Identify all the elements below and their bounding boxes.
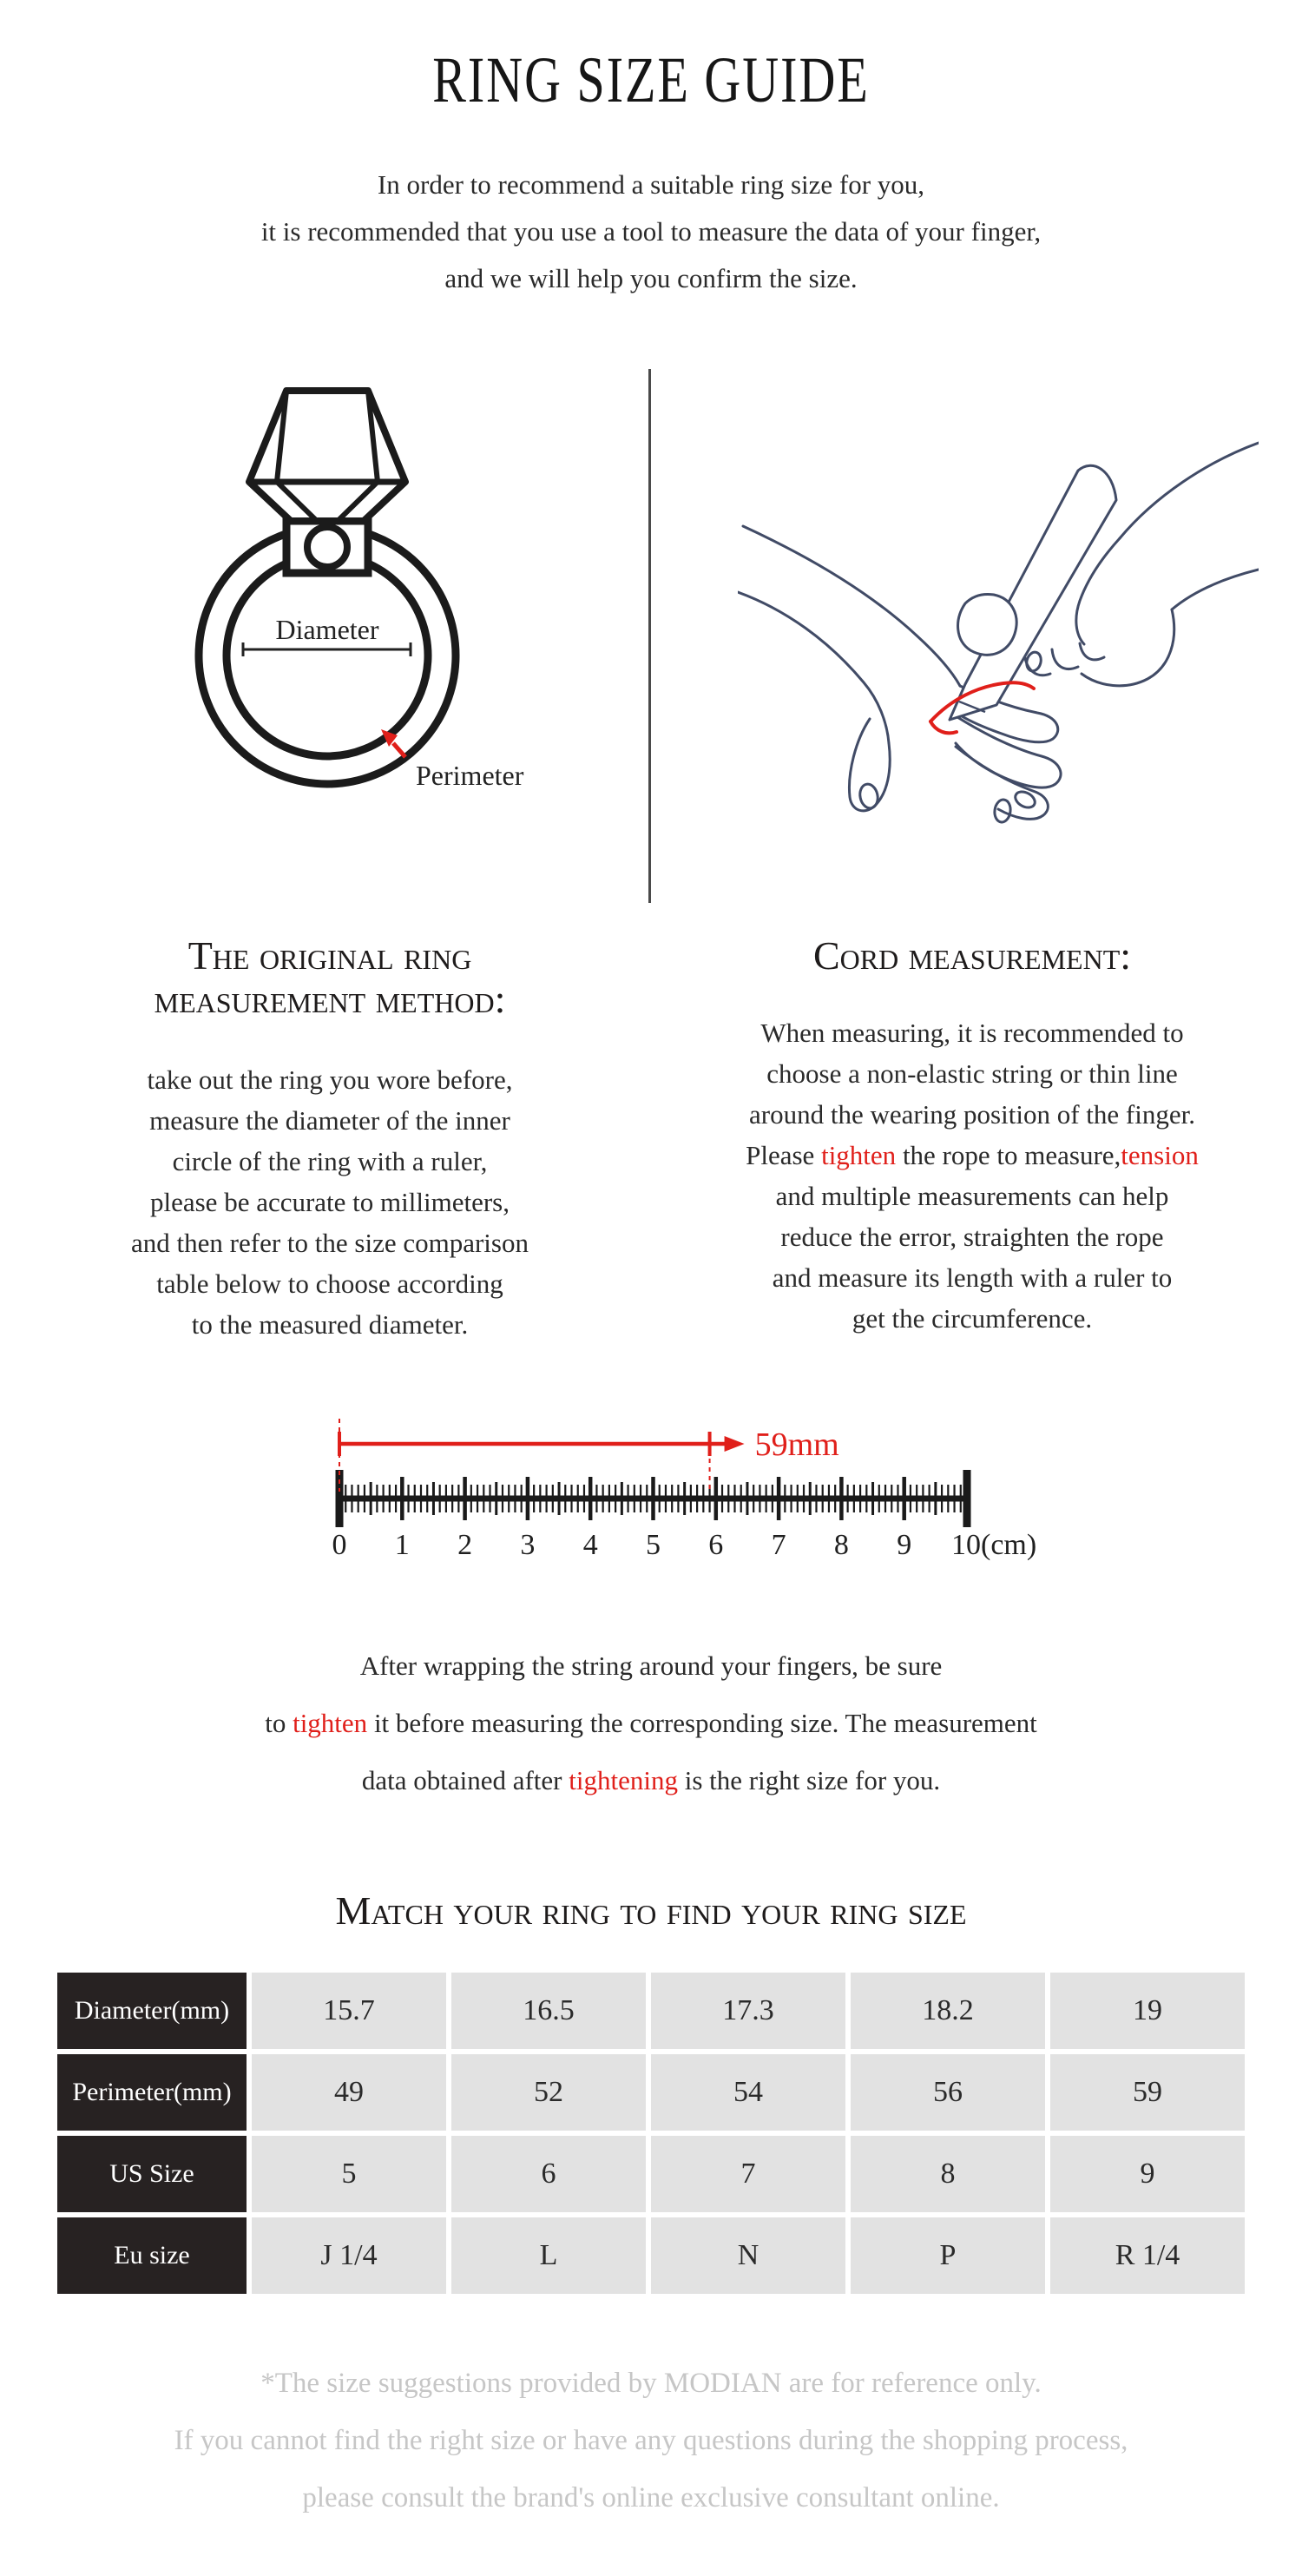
value-cell: 7 (651, 2136, 845, 2212)
text-line: reduce the error, straighten the rope (780, 1222, 1164, 1252)
value-cell: 9 (1050, 2136, 1245, 2212)
cord-paragraph (668, 1012, 1276, 1339)
value-cell: 17.3 (651, 1973, 845, 2049)
ruler-number: 1 (394, 1529, 410, 1561)
row-label-cell: Eu size (57, 2217, 247, 2294)
text-line: it is recommended that you use a tool to measure the data of your finger, (260, 216, 1042, 247)
highlight-red-text: tighten (821, 1140, 897, 1170)
text-line: get the circumference. (852, 1303, 1093, 1334)
table-heading: Match your ring to find your ring size (335, 1888, 967, 1933)
value-cell: 49 (252, 2054, 446, 2131)
text-line: around the wearing position of the finger. (749, 1099, 1195, 1130)
text-line: please be accurate to millimeters, (149, 1187, 510, 1217)
text-line: *The size suggestions provided by MODIAN are for reference only. (260, 2368, 1042, 2399)
highlight-red-text: tightening (569, 1765, 678, 1795)
value-cell: 59 (1050, 2054, 1245, 2131)
size-table (57, 1973, 1245, 2294)
ruler-diagram (312, 1405, 1050, 1570)
cord-heading: Cord measurement: (812, 933, 1132, 978)
ruler-number: 6 (708, 1529, 724, 1561)
page-title: RING SIZE GUIDE (432, 43, 870, 116)
value-cell: 15.7 (252, 1973, 446, 2049)
method-heading-line1: The original ring (187, 933, 472, 978)
perimeter-label: Perimeter (416, 760, 524, 791)
text-line: and measure its length with a ruler to (772, 1262, 1173, 1293)
text-line: When measuring, it is recommended to (760, 1018, 1184, 1048)
cord-section (668, 934, 1276, 1339)
ruler-number: 2 (457, 1529, 473, 1561)
text-line: and then refer to the size comparison (131, 1228, 529, 1258)
pen (950, 465, 1116, 720)
method-heading (26, 934, 634, 1021)
hands-illustration (738, 425, 1259, 833)
highlight-red-text: tension (1121, 1140, 1199, 1170)
text-segment: is the right size for you. (677, 1765, 941, 1795)
intro-paragraph (0, 161, 1302, 302)
measure-label: 59mm (754, 1426, 839, 1463)
text-line: table below to choose according (156, 1268, 503, 1299)
ruler-unit-label: 10(cm) (951, 1529, 1037, 1561)
value-cell: N (651, 2217, 845, 2294)
text-line (0, 1695, 1302, 1752)
thumb-over-pen (958, 594, 1017, 655)
value-cell: P (851, 2217, 1045, 2294)
ring-outline (199, 391, 456, 784)
value-cell: 19 (1050, 1973, 1245, 2049)
text-segment: data obtained after (361, 1765, 569, 1795)
ruler-number: 0 (332, 1529, 347, 1561)
vertical-divider (648, 369, 651, 903)
value-cell: R 1/4 (1050, 2217, 1245, 2294)
text-line (668, 1135, 1276, 1176)
value-cell: 5 (252, 2136, 446, 2212)
row-label-cell: US Size (57, 2136, 247, 2212)
text-line: circle of the ring with a ruler, (172, 1146, 488, 1176)
value-cell: 6 (451, 2136, 646, 2212)
row-label-cell: Perimeter(mm) (57, 2054, 247, 2131)
ruler-number: 5 (646, 1529, 661, 1561)
text-line: measure the diameter of the inner (149, 1105, 510, 1136)
ruler-number: 4 (582, 1529, 598, 1561)
text-line: to the measured diameter. (191, 1309, 469, 1340)
ruler-number: 3 (520, 1529, 536, 1561)
method-paragraph (26, 1059, 634, 1345)
text-line: After wrapping the string around your fingers, be sure (359, 1650, 943, 1681)
value-cell: 8 (851, 2136, 1045, 2212)
text-line: please consult the brand's online exclusive consultant online. (302, 2482, 1000, 2513)
text-segment: to (265, 1708, 293, 1738)
value-cell: 18.2 (851, 1973, 1045, 2049)
text-segment: it before measuring the corresponding size. The measurement (367, 1708, 1037, 1738)
text-line: In order to recommend a suitable ring size for you, (377, 169, 925, 200)
text-line: choose a non-elastic string or thin line (766, 1058, 1178, 1089)
value-cell: 52 (451, 2054, 646, 2131)
text-segment: the rope to measure, (896, 1140, 1121, 1170)
text-line: and multiple measurements can help (775, 1181, 1169, 1211)
ruler-number: 8 (833, 1529, 849, 1561)
footer-note (0, 2355, 1302, 2527)
ruler-number: 9 (897, 1529, 912, 1561)
value-cell: L (451, 2217, 646, 2294)
size-note-paragraph (0, 1637, 1302, 1809)
value-cell: 54 (651, 2054, 845, 2131)
text-segment: Please (746, 1140, 822, 1170)
highlight-red-text: tighten (293, 1708, 368, 1738)
value-cell: 56 (851, 2054, 1045, 2131)
text-line: take out the ring you wore before, (147, 1064, 513, 1095)
text-line: If you cannot find the right size or have any questions during the shopping process, (174, 2425, 1128, 2456)
diameter-label: Diameter (275, 614, 379, 645)
ruler-number: 7 (771, 1529, 786, 1561)
text-line (0, 1752, 1302, 1809)
value-cell: 16.5 (451, 1973, 646, 2049)
ring-diagram (145, 382, 553, 816)
text-line: and we will help you confirm the size. (444, 263, 858, 293)
method-section (26, 934, 634, 1345)
measure-arrowhead (725, 1436, 745, 1452)
row-label-cell: Diameter(mm) (57, 1973, 247, 2049)
value-cell: J 1/4 (252, 2217, 446, 2294)
method-heading-line2: measurement method: (154, 977, 506, 1021)
